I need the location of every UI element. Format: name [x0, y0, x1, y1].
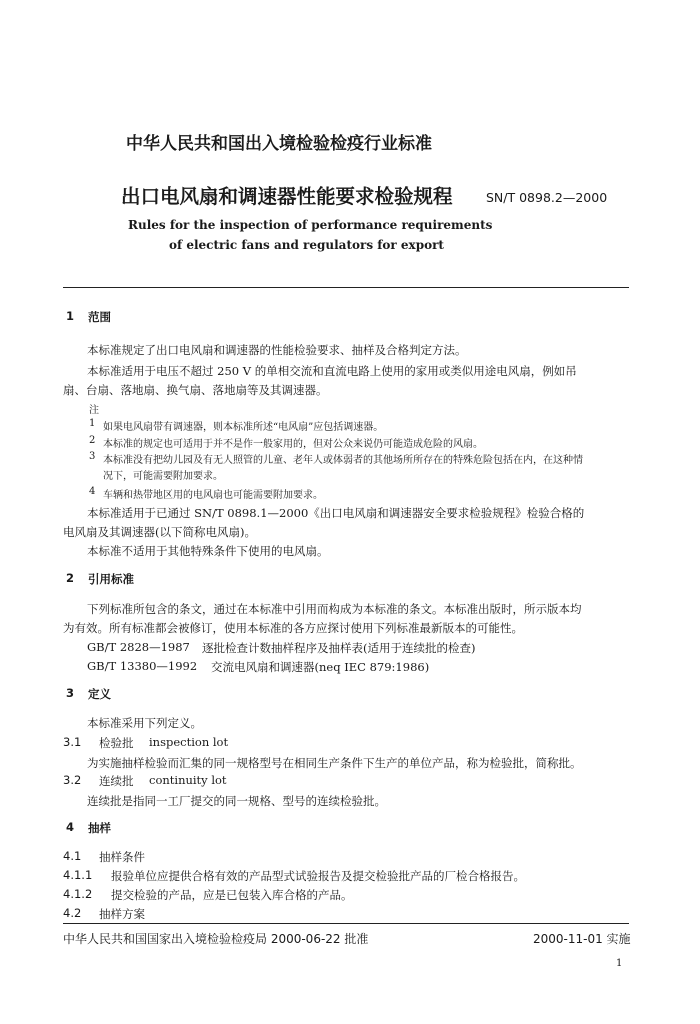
def-3-1-text: 为实施抽样检验而汇集的同一规格型号在相同生产条件下生产的单位产品，称为检验批，简称批。: [87, 756, 582, 770]
note-2-number: 2: [89, 435, 96, 446]
section-4-number: 4: [66, 820, 75, 834]
def-3-1-term-en: inspection lot: [149, 735, 229, 749]
s1-para2-line2: 扇、台扇、落地扇、换气扇、落地扇等及其调速器。: [63, 383, 328, 397]
s2-para1-line1: 下列标准所包含的条文，通过在本标准中引用而构成为本标准的条文。本标准出版时，所示版本均: [87, 602, 582, 616]
note-label: 注: [89, 405, 99, 416]
clause-4-1-title: 抽样条件: [99, 850, 145, 864]
ref-2-code: GB/T 13380—1992: [87, 659, 198, 673]
title-en-line2: of electric fans and regulators for export: [169, 238, 444, 252]
s3-para1: 本标准采用下列定义。: [87, 716, 202, 730]
s1-para4: 本标准不适用于其他特殊条件下使用的电风扇。: [87, 544, 329, 558]
standard-number: SN/T 0898.2—2000: [486, 190, 608, 205]
clause-4-2-title: 抽样方案: [99, 907, 145, 921]
section-4-title: 抽样: [88, 821, 111, 835]
page-number: 1: [616, 958, 623, 969]
clause-4-1-2-text: 提交检验的产品，应是已包装入库合格的产品。: [111, 888, 353, 902]
note-4-text: 车辆和热带地区用的电风扇也可能需要附加要求。: [103, 490, 323, 501]
implementation-date: 2000-11-01 实施: [533, 932, 631, 946]
header-rule: [63, 287, 629, 288]
s1-para2-line1: 本标准适用于电压不超过 250 V 的单相交流和直流电路上使用的家用或类似用途电风扇，例如吊: [87, 364, 577, 378]
s1-para3-line1: 本标准适用于已通过 SN/T 0898.1—2000《出口电风扇和调速器安全要求检验规程》检验合格的: [87, 506, 585, 520]
s1-para3-line2: 电风扇及其调速器(以下简称电风扇)。: [63, 525, 256, 539]
clause-4-1-number: 4.1: [63, 849, 82, 863]
section-2-title: 引用标准: [88, 572, 134, 586]
approval-line: 中华人民共和国国家出入境检验检疫局 2000-06-22 批准: [63, 932, 369, 946]
note-1-number: 1: [89, 418, 96, 429]
def-3-2-term: 连续批: [99, 774, 134, 788]
note-3-continuation: 况下，可能需要附加要求。: [103, 471, 223, 482]
ref-1-code: GB/T 2828—1987: [87, 640, 190, 654]
note-4-number: 4: [89, 486, 96, 497]
section-2-number: 2: [66, 571, 75, 585]
title-en-line1: Rules for the inspection of performance requirements: [128, 218, 493, 232]
note-3-text: 本标准没有把幼儿园及有无人照管的儿童、老年人或体弱者的其他场所所存在的特殊危险包括在内，在这种情: [103, 455, 583, 466]
title-cn: 出口电风扇和调速器性能要求检验规程: [121, 185, 453, 208]
def-3-2-term-en: continuity lot: [149, 773, 227, 787]
footer-rule: [63, 923, 629, 924]
note-2-text: 本标准的规定也可适用于并不是作一般家用的，但对公众来说仍可能造成危险的风扇。: [103, 439, 483, 450]
s1-para1: 本标准规定了出口电风扇和调速器的性能检验要求、抽样及合格判定方法。: [87, 343, 467, 357]
clause-4-2-number: 4.2: [63, 906, 82, 920]
ref-2-title: 交流电风扇和调速器(neq IEC 879:1986): [211, 660, 430, 674]
clause-4-1-1-text: 报验单位应提供合格有效的产品型式试验报告及提交检验批产品的厂检合格报告。: [111, 869, 525, 883]
clause-4-1-1-number: 4.1.1: [63, 868, 93, 882]
def-3-1-number: 3.1: [63, 735, 82, 749]
note-1-text: 如果电风扇带有调速器，则本标准所述“电风扇”应包括调速器。: [103, 422, 384, 433]
clause-4-1-2-number: 4.1.2: [63, 887, 93, 901]
ref-1-title: 逐批检查计数抽样程序及抽样表(适用于连续批的检查): [202, 641, 476, 655]
def-3-1-term: 检验批: [99, 736, 134, 750]
section-1-title: 范围: [88, 310, 111, 324]
note-3-number: 3: [89, 451, 96, 462]
def-3-2-number: 3.2: [63, 773, 82, 787]
section-3-number: 3: [66, 686, 75, 700]
def-3-2-text: 连续批是指同一工厂提交的同一规格、型号的连续检验批。: [87, 794, 386, 808]
section-1-number: 1: [66, 309, 75, 323]
section-3-title: 定义: [88, 687, 111, 701]
issuing-authority: 中华人民共和国出入境检验检疫行业标准: [126, 134, 432, 154]
s2-para1-line2: 为有效。所有标准都会被修订，使用本标准的各方应探讨使用下列标准最新版本的可能性。: [63, 621, 523, 635]
